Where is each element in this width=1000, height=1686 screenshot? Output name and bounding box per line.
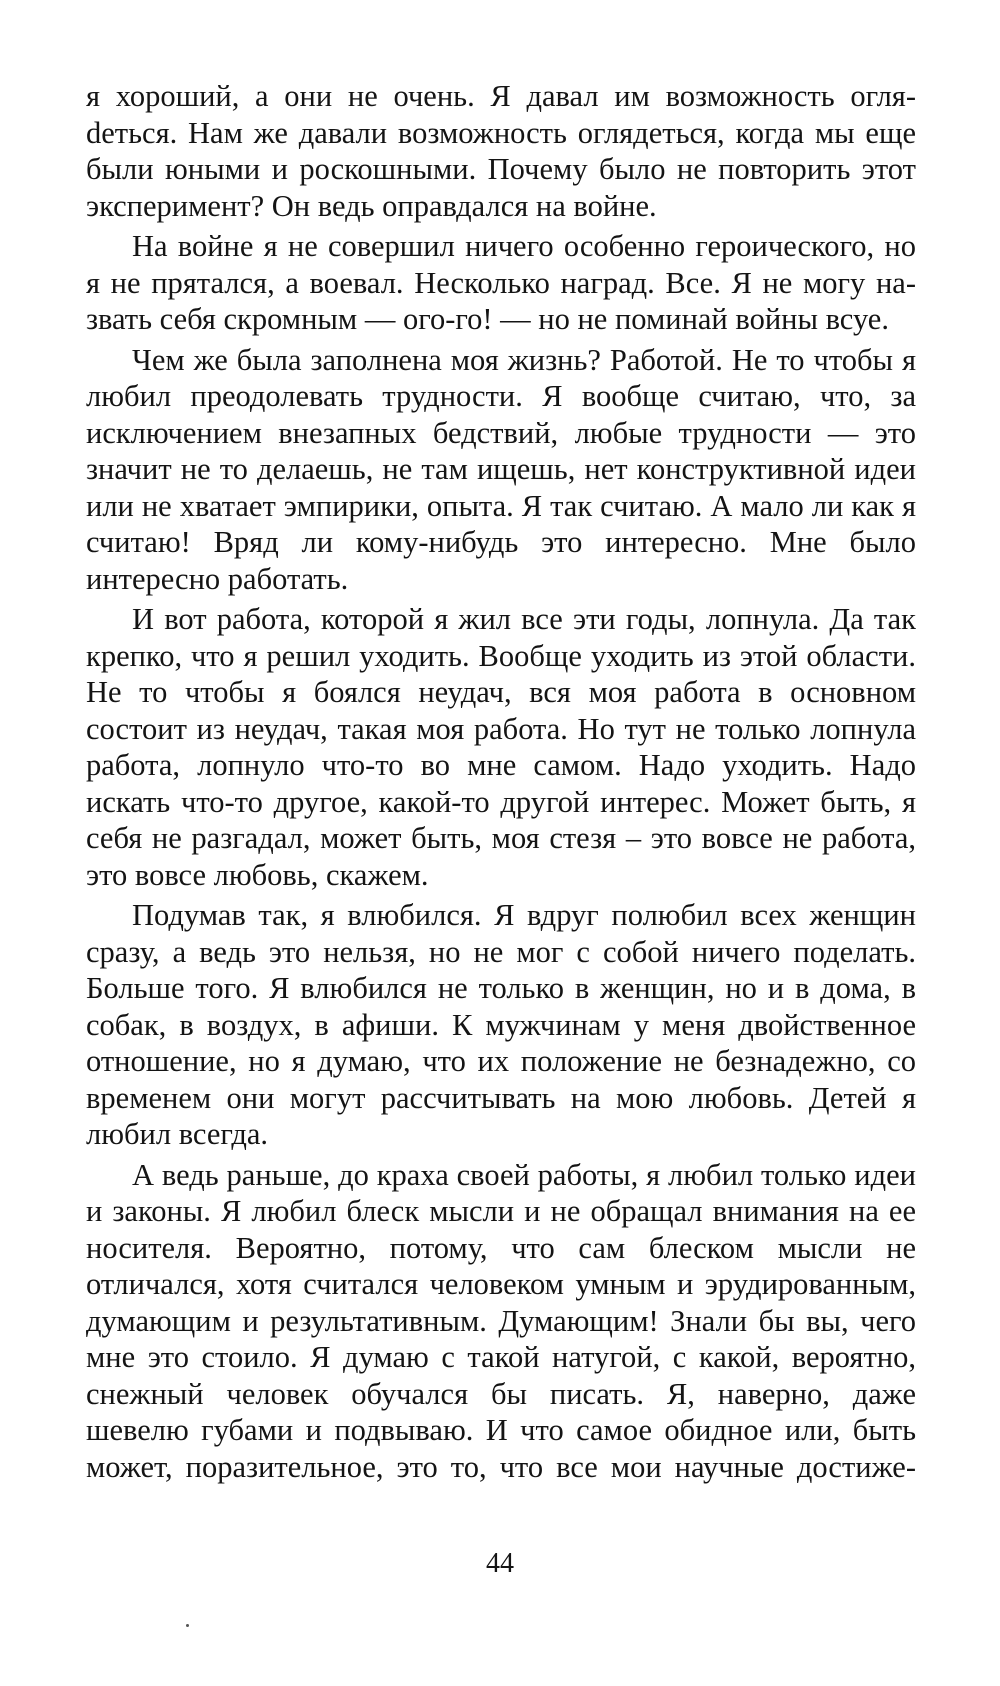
paragraph-6: А ведь раньше, до краха своей работы, я любил только идеи и законы. Я любил блеск мысли и не обращал внимания на ее носителя. Вероятно, потому, что сам блеском мысли не отличался, хотя считался человеком умным и эрудированным, думающим и результативным. Думающим! Знали бы вы, чего мне это стоило. Я думаю с такой натугой, с какой, вероятно, снежный человек обучался бы писать. Я, наверно, даже шевелю губами и подвываю. И что самое обидное или, быть может, поразительное, это то, что все мои научные достиже-: [86, 1157, 916, 1484]
paragraph-3: Чем же была заполнена моя жизнь? Работой. Не то чтобы я любил преодолевать трудности. Я вообще считаю, что, за исключением внезапных бедствий, любые трудности — это значит не то делаешь, не там ищешь, нет конструктивной идеи или не хватает эмпирики, опыта. Я так считаю. А мало ли как я считаю! Вряд ли кому-нибудь это интересно. Мне было интересно работать.: [86, 342, 916, 596]
paragraph-1: я хороший, а они не очень. Я давал им возможность огляdеться. Нам же давали возможность оглядеться, когда мы еще были юными и роскошными. Почему было не повторить этот эксперимент? Он ведь оправдался на войне.: [86, 79, 916, 223]
page-number: 44: [486, 1548, 514, 1579]
print-speck: [186, 1624, 189, 1627]
book-page-text: [86, 78, 916, 1489]
paragraph-2: На войне я не совершил ничего особенно героического, но я не прятался, а воевал. Несколько наград. Все. Я не могу назвать себя скромным — ого-го! — но не поминай войны всуе.: [86, 229, 916, 336]
paragraph-4: И вот работа, которой я жил все эти годы, лопнула. Да так крепко, что я решил уходить. Вообще уходить из этой области. Не то чтобы я боялся неудач, вся моя работа в основном состоит из неудач, такая моя работа. Но тут не только лопнула работа, лопнуло что-то во мне самом. Надо уходить. Надо искать что-то другое, какой-то другой интерес. Может быть, я себя не разгадал, может быть, моя стезя – это вовсе не работа, это вовсе любовь, скажем.: [86, 602, 916, 892]
paragraph-5: Подумав так, я влюбился. Я вдруг полюбил всех женщин сразу, а ведь это нельзя, но не мог с собой ничего поделать. Больше того. Я влюбился не только в женщин, но и в дома, в собак, в воздух, в афиши. К мужчинам у меня двойственное отношение, но я думаю, что их положение не безнадежно, со временем они могут рассчитывать на мою любовь. Детей я любил всегда.: [86, 898, 916, 1151]
